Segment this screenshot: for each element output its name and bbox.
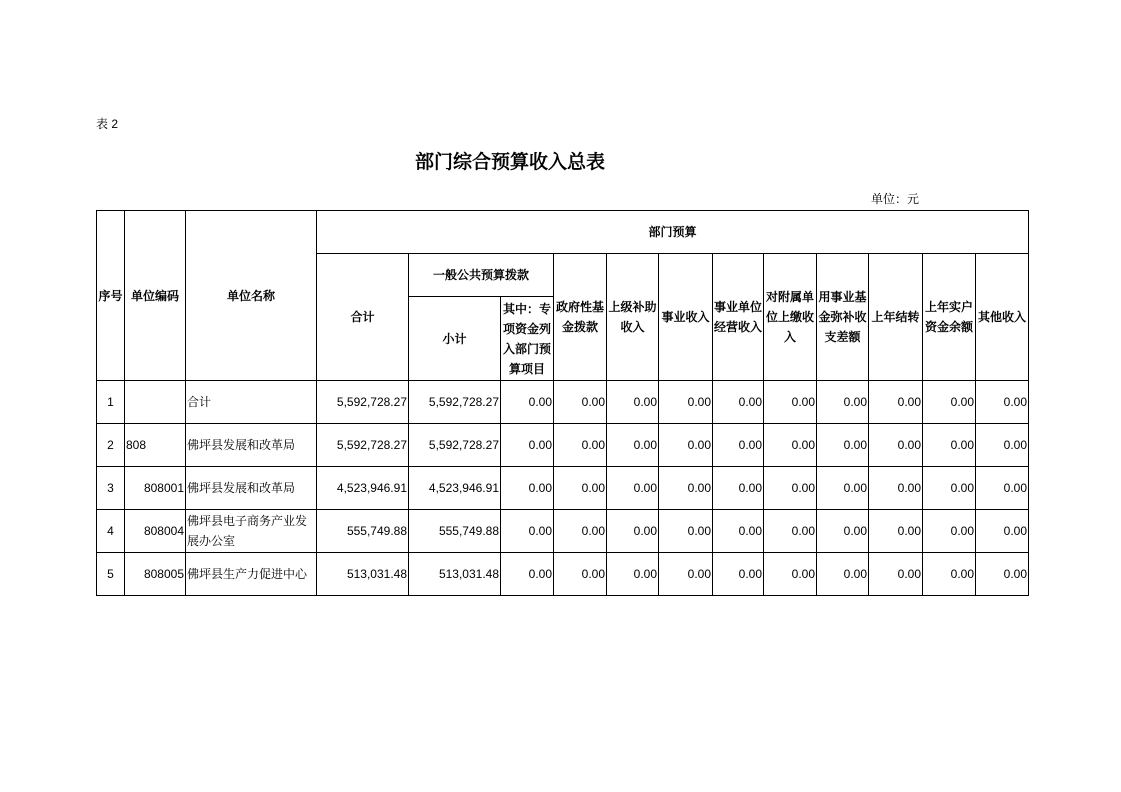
cell-subtotal: 4,523,946.91 (409, 467, 501, 510)
cell-fund-balance: 0.00 (923, 381, 976, 424)
header-prior-carryover: 上年结转 (869, 254, 923, 381)
cell-carryover: 0.00 (869, 424, 923, 467)
cell-subtotal: 555,749.88 (409, 510, 501, 553)
table-row (97, 553, 1029, 596)
cell-fund-subsidy: 0.00 (817, 381, 869, 424)
cell-gov-fund: 0.00 (554, 381, 607, 424)
cell-remit: 0.00 (764, 424, 817, 467)
cell-other: 0.00 (976, 424, 1029, 467)
cell-superior: 0.00 (607, 553, 659, 596)
header-special-funds: 其中：专项资金列入部门预算项目 (501, 297, 554, 381)
cell-fund-subsidy: 0.00 (817, 424, 869, 467)
cell-carryover: 0.00 (869, 553, 923, 596)
page-title: 部门综合预算收入总表 (414, 151, 605, 173)
cell-fund-balance: 0.00 (923, 424, 976, 467)
cell-code: 808 (125, 424, 186, 467)
cell-code: 808005 (125, 553, 186, 596)
cell-code (125, 381, 186, 424)
cell-remit: 0.00 (764, 510, 817, 553)
cell-code: 808004 (125, 510, 186, 553)
cell-operating: 0.00 (713, 424, 764, 467)
cell-seq: 5 (97, 553, 125, 596)
header-business-income: 事业收入 (659, 254, 713, 381)
cell-special: 0.00 (501, 510, 554, 553)
table-row (97, 467, 1029, 510)
cell-seq: 3 (97, 467, 125, 510)
table-row (97, 510, 1029, 553)
cell-operating: 0.00 (713, 381, 764, 424)
cell-subtotal: 5,592,728.27 (409, 381, 501, 424)
header-gov-fund: 政府性基金拨款 (554, 254, 607, 381)
cell-operating: 0.00 (713, 553, 764, 596)
cell-fund-balance: 0.00 (923, 553, 976, 596)
cell-superior: 0.00 (607, 424, 659, 467)
cell-subtotal: 5,592,728.27 (409, 424, 501, 467)
cell-name: 佛坪县电子商务产业发展办公室 (186, 510, 317, 553)
cell-subtotal: 513,031.48 (409, 553, 501, 596)
cell-business: 0.00 (659, 381, 713, 424)
cell-business: 0.00 (659, 424, 713, 467)
header-subordinate-remit: 对附属单位上缴收入 (764, 254, 817, 381)
cell-remit: 0.00 (764, 467, 817, 510)
cell-special: 0.00 (501, 467, 554, 510)
cell-total: 4,523,946.91 (317, 467, 409, 510)
header-business-fund-subsidy: 用事业基金弥补收支差额 (817, 254, 869, 381)
cell-other: 0.00 (976, 510, 1029, 553)
cell-remit: 0.00 (764, 553, 817, 596)
cell-name: 佛坪县生产力促进中心 (186, 553, 317, 596)
header-dept-budget: 部门预算 (317, 211, 1029, 254)
header-subtotal: 小计 (409, 297, 501, 381)
cell-name: 佛坪县发展和改革局 (186, 467, 317, 510)
cell-special: 0.00 (501, 553, 554, 596)
header-other-income: 其他收入 (976, 254, 1029, 381)
cell-superior: 0.00 (607, 510, 659, 553)
cell-superior: 0.00 (607, 381, 659, 424)
header-business-unit-operating: 事业单位经营收入 (713, 254, 764, 381)
table-number: 表 2 (96, 117, 119, 131)
cell-special: 0.00 (501, 381, 554, 424)
header-total: 合计 (317, 254, 409, 381)
cell-seq: 4 (97, 510, 125, 553)
cell-fund-balance: 0.00 (923, 510, 976, 553)
cell-remit: 0.00 (764, 381, 817, 424)
cell-business: 0.00 (659, 553, 713, 596)
cell-operating: 0.00 (713, 467, 764, 510)
cell-name: 佛坪县发展和改革局 (186, 424, 317, 467)
cell-gov-fund: 0.00 (554, 553, 607, 596)
header-seq: 序号 (97, 211, 125, 381)
cell-gov-fund: 0.00 (554, 510, 607, 553)
unit-note: 单位：元 (871, 192, 920, 206)
cell-code: 808001 (125, 467, 186, 510)
cell-other: 0.00 (976, 381, 1029, 424)
cell-total: 5,592,728.27 (317, 381, 409, 424)
cell-name: 合计 (186, 381, 317, 424)
cell-business: 0.00 (659, 510, 713, 553)
cell-gov-fund: 0.00 (554, 424, 607, 467)
budget-income-table (96, 210, 1029, 596)
cell-seq: 1 (97, 381, 125, 424)
cell-fund-subsidy: 0.00 (817, 467, 869, 510)
cell-business: 0.00 (659, 467, 713, 510)
header-prior-fund-balance: 上年实户资金余额 (923, 254, 976, 381)
cell-special: 0.00 (501, 424, 554, 467)
cell-superior: 0.00 (607, 467, 659, 510)
cell-total: 5,592,728.27 (317, 424, 409, 467)
header-unit-name: 单位名称 (186, 211, 317, 381)
header-unit-code: 单位编码 (125, 211, 186, 381)
cell-fund-balance: 0.00 (923, 467, 976, 510)
header-general-public: 一般公共预算拨款 (409, 254, 554, 297)
cell-total: 513,031.48 (317, 553, 409, 596)
table-row (97, 424, 1029, 467)
cell-carryover: 0.00 (869, 467, 923, 510)
cell-carryover: 0.00 (869, 510, 923, 553)
cell-operating: 0.00 (713, 510, 764, 553)
cell-fund-subsidy: 0.00 (817, 553, 869, 596)
cell-fund-subsidy: 0.00 (817, 510, 869, 553)
header-superior-subsidy: 上级补助收入 (607, 254, 659, 381)
cell-total: 555,749.88 (317, 510, 409, 553)
cell-other: 0.00 (976, 553, 1029, 596)
cell-gov-fund: 0.00 (554, 467, 607, 510)
table-row (97, 381, 1029, 424)
cell-carryover: 0.00 (869, 381, 923, 424)
cell-seq: 2 (97, 424, 125, 467)
cell-other: 0.00 (976, 467, 1029, 510)
